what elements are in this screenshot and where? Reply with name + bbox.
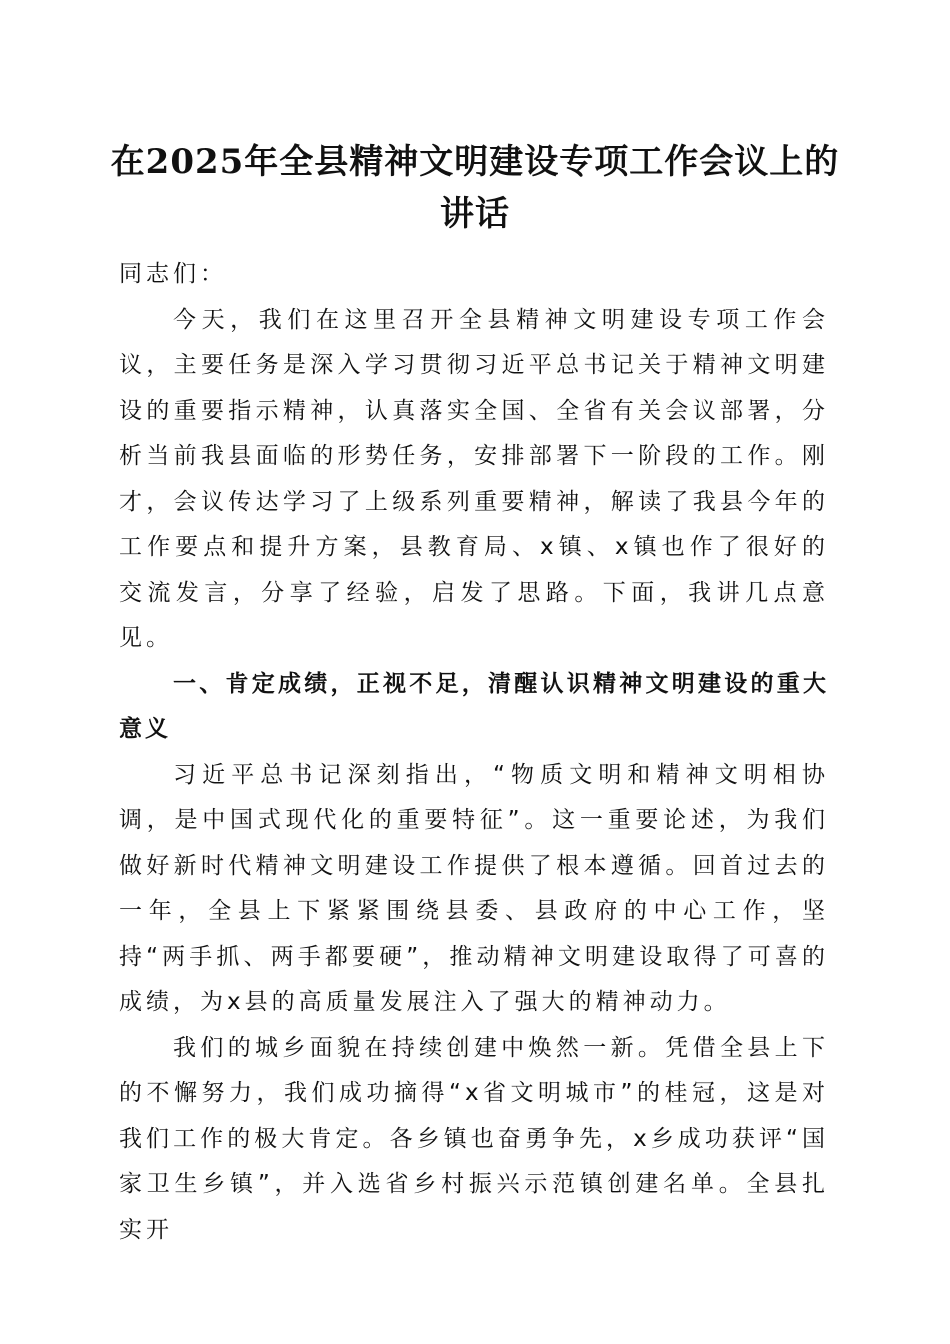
- paragraph-quote: 习近平总书记深刻指出，“物质文明和精神文明相协调，是中国式现代化的重要特征”。这一重要论述，为我们做好新时代精神文明建设工作提供了根本遵循。回首过去的一年，全县上下紧紧围绕县委、县政府的中心工作，坚持“两手抓、两手都要硬”，推动精神文明建设取得了可喜的成绩，为x县的高质量发展注入了强大的精神动力。: [119, 761, 829, 1015]
- salutation: 同志们：: [119, 261, 227, 287]
- paragraph-opening: 今天，我们在这里召开全县精神文明建设专项工作会议，主要任务是深入学习贯彻习近平总书记关于精神文明建设的重要指示精神，认真落实全国、全省有关会议部署，分析当前我县面临的形势任务，安排部署下一阶段的工作。刚才，会议传达学习了上级系列重要精神，解读了我县今年的工作要点和提升方案，县教育局、x镇、x镇也作了很好的交流发言，分享了经验，启发了思路。下面，我讲几点意见。: [119, 306, 829, 651]
- section-heading-1: 一、肯定成绩，正视不足，清醒认识精神文明建设的重大意义: [119, 670, 829, 742]
- document-title: 在2025年全县精神文明建设专项工作会议上的讲话: [110, 142, 840, 234]
- paragraph-achievements: 我们的城乡面貌在持续创建中焕然一新。凭借全县上下的不懈努力，我们成功摘得“x省文明城市”的桂冠，这是对我们工作的极大肯定。各乡镇也奋勇争先，x乡成功获评“国家卫生乡镇”，并入选省乡村振兴示范镇创建名单。全县扎实开: [119, 1034, 829, 1243]
- document-body: [119, 252, 829, 1253]
